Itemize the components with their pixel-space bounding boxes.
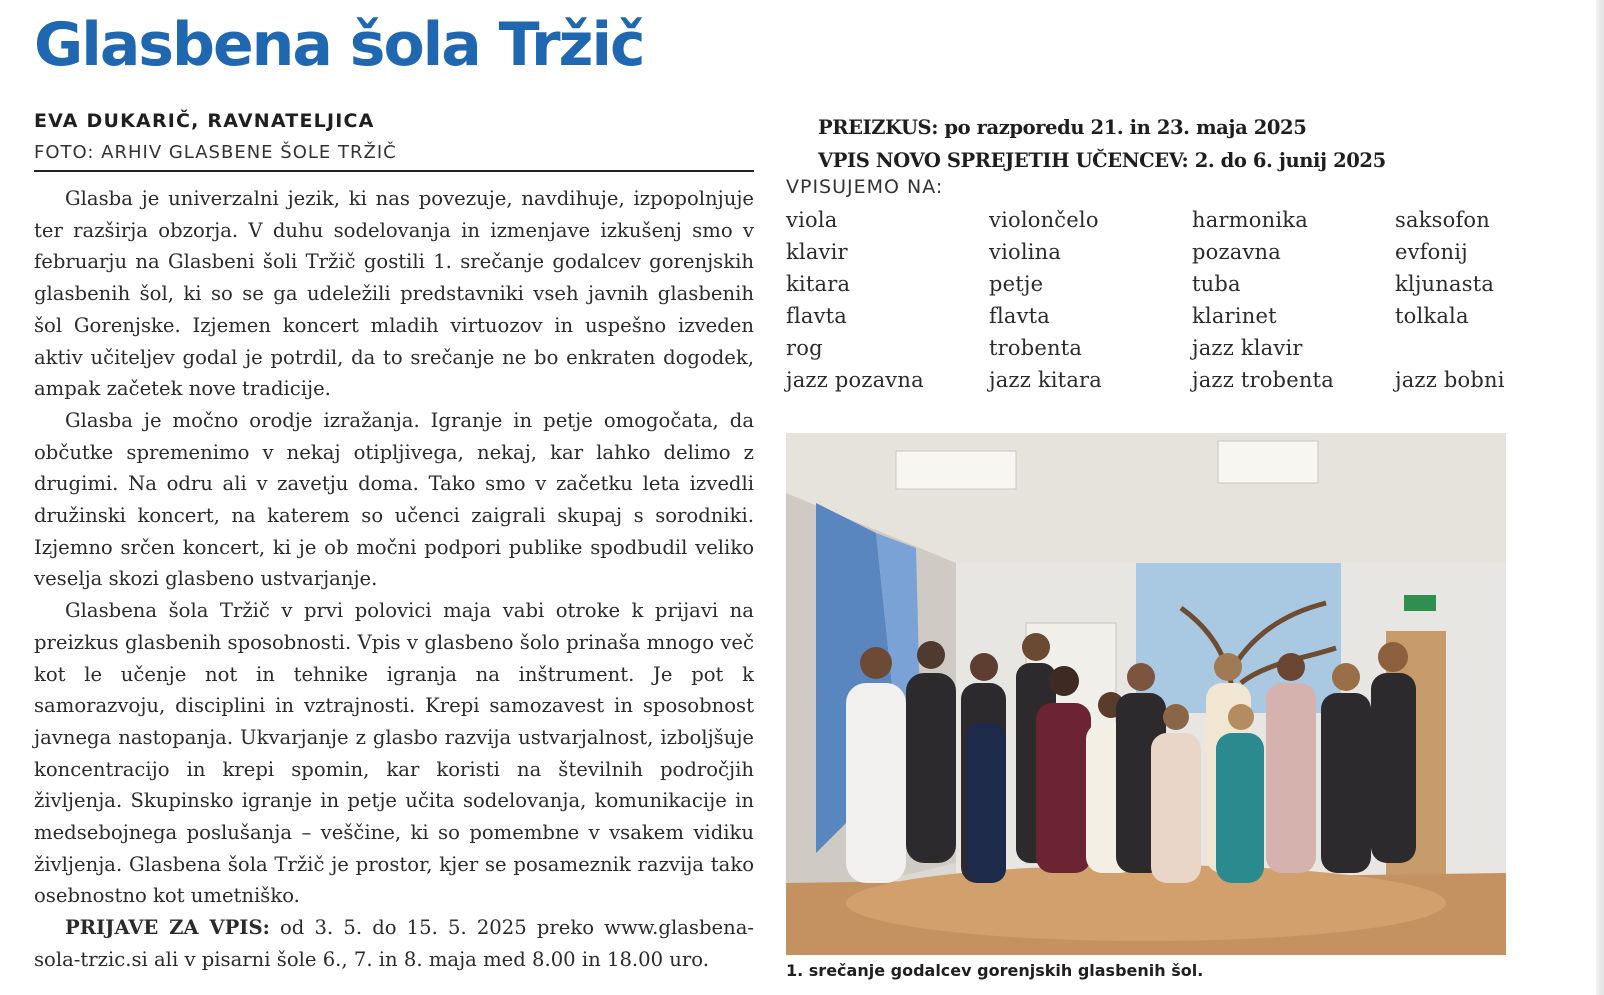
paragraph-1: Glasba je univerzalni jezik, ki nas povezuje, navdihuje, izpopolnjuje ter razširja obzorja. V duhu sodelovanja in izmenjave izkušenj smo v februarju na Glasbeni šoli Tržič gostili 1. srečanje godalcev gorenjskih glasbenih šol, ki so se ga udeležili predstavniki vseh javnih glasbenih šol Gorenjske. Izjemen koncert mladih virtuozov in uspešno izveden aktiv učiteljev godal je potrdil, da to srečanje ne bo enkraten dogodek, ampak začetek nove tradicije.: [34, 187, 754, 401]
instrument-item: harmonika: [1192, 208, 1308, 232]
instrument-row: [786, 332, 1526, 364]
paragraph-signup: [34, 912, 754, 975]
instrument-item: rog: [786, 336, 823, 360]
exam-dates: PREIZKUS: po razporedu 21. in 23. maja 2025: [818, 116, 1307, 139]
group-photo-illustration: [786, 433, 1506, 955]
instrument-item: saksofon: [1395, 208, 1490, 232]
instrument-item: petje: [989, 272, 1044, 296]
enroll-dates: VPIS NOVO SPREJETIH UČENCEV: 2. do 6. junij 2025: [818, 149, 1386, 172]
instrument-item: viola: [786, 208, 838, 232]
signup-text: od 3. 5. do 15. 5. 2025 preko www.glasbena-sola-trzic.si ali v pisarni šole 6., 7. in 8. maja med 8.00 in 18.00 uro.: [34, 916, 755, 971]
photo-caption: 1. srečanje godalcev gorenjskih glasbenih šol.: [786, 961, 1204, 980]
instrument-item: jazz klavir: [1192, 336, 1303, 360]
instrument-item: trobenta: [989, 336, 1083, 360]
instrument-item: violončelo: [989, 208, 1099, 232]
page-edge: [1596, 0, 1604, 995]
paragraph-2: Glasba je močno orodje izražanja. Igranje in petje omogočata, da občutke spremenimo v nekaj otipljivega, nekaj, kar lahko delimo z drugimi. Na odru ali v zavetju doma. Tako smo v začetku leta izvedli družinski koncert, na katerem so učenci zaigrali skupaj s sorodniki. Izjemno srčen koncert, ki je ob močni podpori publike spodbudil veliko veselja skozi glasbeno ustvarjanje.: [34, 408, 754, 591]
instrument-item: evfonij: [1395, 240, 1468, 264]
instrument-item: flavta: [989, 304, 1051, 328]
article-title: Glasbena šola Tržič: [34, 10, 644, 80]
instrument-row: [786, 268, 1526, 300]
instrument-item: kitara: [786, 272, 851, 296]
instrument-row: [786, 236, 1526, 268]
photo-credit: FOTO: ARHIV GLASBENE ŠOLE TRŽIČ: [34, 142, 397, 163]
instrument-item: tuba: [1192, 272, 1241, 296]
instrument-item: klavir: [786, 240, 848, 264]
instrument-item: jazz bobni: [1395, 368, 1505, 392]
instruments-heading: VPISUJEMO NA:: [786, 176, 944, 198]
instrument-item: klarinet: [1192, 304, 1277, 328]
author-byline: EVA DUKARIČ, RAVNATELJICA: [34, 110, 375, 132]
instrument-item: jazz kitara: [989, 368, 1102, 392]
group-photo: [786, 433, 1506, 955]
instrument-row: [786, 300, 1526, 332]
instrument-row: [786, 204, 1526, 236]
paragraph-3: Glasbena šola Tržič v prvi polovici maja vabi otroke k prijavi na preizkus glasbenih sposobnosti. Vpis v glasbeno šolo prinaša mnogo več kot le učenje not in tehnike igranja na inštrument. Je pot k samorazvoju, disciplini in vztrajnosti. Krepi samozavest in sposobnost javnega nastopanja. Ukvarjanje z glasbo razvija ustvarjalnost, izboljšuje koncentracijo in krepi spomin, kar koristi na številnih področjih življenja. Skupinsko igranje in petje učita sodelovanja, komunikacije in medsebojnega poslušanja – veščine, ki so pomembne v vsakem vidiku življenja. Glasbena šola Tržič je prostor, kjer se posameznik razvija tako osebnostno kot umetniško.: [34, 599, 754, 908]
instrument-row: [786, 364, 1526, 396]
instrument-item: kljunasta: [1395, 272, 1495, 296]
instrument-item: jazz pozavna: [786, 368, 924, 392]
instrument-item: tolkala: [1395, 304, 1469, 328]
byline-divider: [34, 170, 754, 172]
instrument-item: jazz trobenta: [1192, 368, 1334, 392]
dates-box: [818, 111, 1386, 177]
signup-label: PRIJAVE ZA VPIS:: [65, 916, 270, 940]
instrument-item: violina: [989, 240, 1062, 264]
instrument-item: pozavna: [1192, 240, 1281, 264]
instrument-list: [786, 204, 1526, 396]
instrument-item: flavta: [786, 304, 848, 328]
article-body: [34, 183, 754, 976]
